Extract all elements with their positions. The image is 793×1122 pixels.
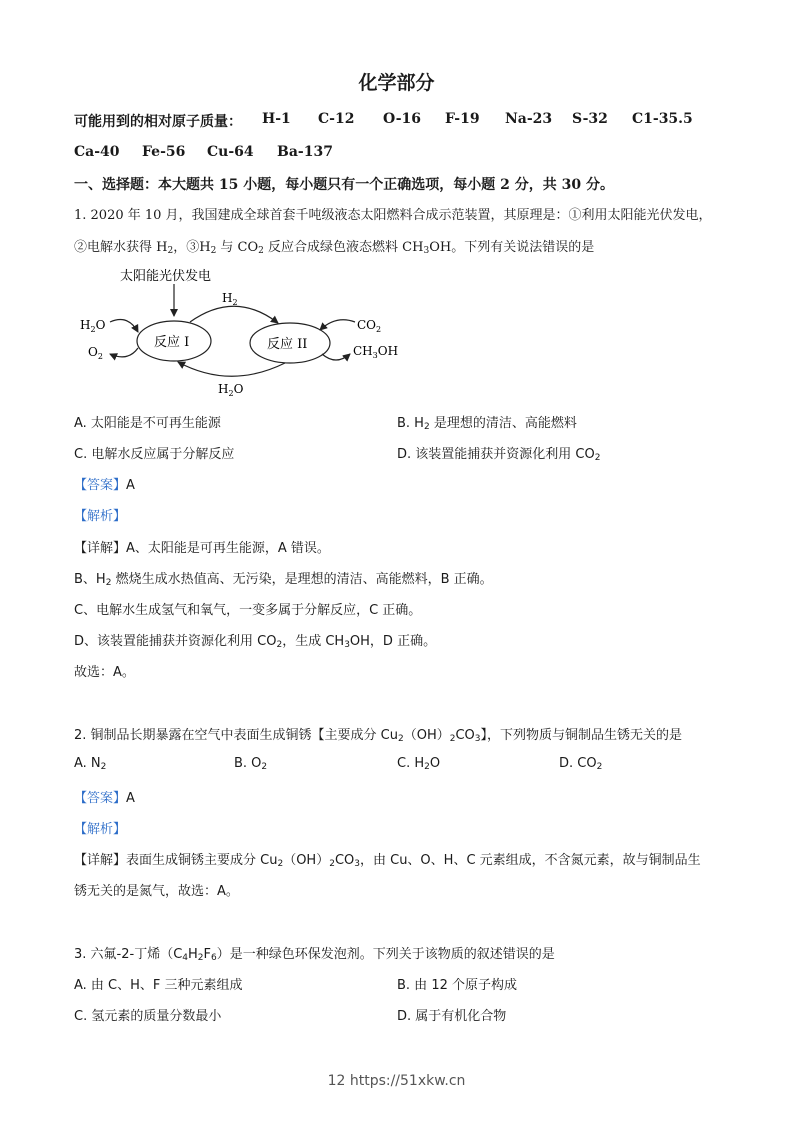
h2-label: $H_2$ [222, 291, 238, 307]
q2-detail-line2: 锈无关的是氮气，故选：A。 [74, 884, 239, 899]
q1-answer: 【答案】A [74, 478, 135, 493]
atomic-mass-o: O-16 [383, 111, 422, 127]
q3-option-c: C. 氢元素的质量分数最小 [74, 1009, 222, 1024]
h2o-in-arrow [110, 320, 138, 332]
q1-detail-line2: B、$H_2$ 燃烧生成水热值高、无污染，是理想的清洁、高能燃料，B 正确。 [74, 572, 493, 588]
q1-detail-line4: D、该装置能捕获并资源化利用 $CO_2$，生成 $CH_3OH$，D 正确。 [74, 634, 437, 650]
reaction-diagram [70, 262, 430, 402]
atomic-mass-c: C-12 [318, 111, 355, 127]
q2-option-d: D. $CO_2$ [559, 756, 603, 772]
reaction-2-label: 反应 II [267, 337, 308, 352]
o2-out-arrow [110, 348, 138, 357]
q1-option-b: B. $H_2$ 是理想的清洁、高能燃料 [397, 416, 577, 432]
q2-option-c: C. $H_2O$ [397, 756, 441, 772]
section-heading: 一、选择题：本大题共 15 小题，每小题只有一个正确选项，每小题 2 分，共 30 分。 [74, 177, 614, 193]
atomic-mass-h: H-1 [262, 111, 291, 127]
q1-detail-line1: 【详解】A、太阳能是可再生能源，A 错误。 [74, 541, 330, 556]
atomic-mass-ca: Ca-40 [74, 144, 120, 160]
h2-arrow [190, 306, 278, 323]
q3-option-b: B. 由 12 个原子构成 [397, 978, 517, 993]
atomic-mass-f: F-19 [445, 111, 480, 127]
q2-detail-line1: 【详解】表面生成铜锈主要成分 $Cu_2(OH)_2CO_3$，由 Cu、O、H、C 元素组成，不含氮元素，故与铜制品生 [74, 853, 701, 869]
q3-stem: 3. 六氟-2-丁烯$(C_4H_2F_6)$是一种绿色环保发泡剂。下列关于该物质的叙述错误的是 [74, 947, 555, 963]
co2-in-arrow [320, 320, 355, 330]
page-footer: 12 https://51xkw.cn [327, 1073, 466, 1089]
co2-in-label: $CO_2$ [357, 318, 382, 334]
q1-conclusion: 故选：A。 [74, 665, 135, 680]
q1-analysis-tag: 【解析】 [74, 509, 127, 524]
ch3oh-out-arrow [322, 354, 350, 360]
atomic-mass-fe: Fe-56 [142, 144, 186, 160]
q2-stem: 2. 铜制品长期暴露在空气中表面生成铜锈【主要成分 $Cu_2(OH)_2CO_3$】，下列物质与铜制品生锈无关的是 [74, 728, 683, 744]
solar-label: 太阳能光伏发电 [120, 269, 212, 284]
h2o-in-label: $H_2O$ [80, 318, 106, 334]
q2-option-a: A. $N_2$ [74, 756, 107, 772]
atomic-mass-na: Na-23 [505, 111, 553, 127]
q2-option-b: B. $O_2$ [234, 756, 268, 772]
atomic-mass-cu: Cu-64 [207, 144, 254, 160]
ch3oh-out-label: $CH_3OH$ [353, 344, 399, 360]
q2-analysis-tag: 【解析】 [74, 822, 127, 837]
q3-option-d: D. 属于有机化合物 [397, 1009, 507, 1024]
o2-out-label: $O_2$ [88, 345, 103, 361]
q1-stem-line2: ②电解水获得 $H_2$，$③H_2$ 与 $CO_2$ 反应合成绿色液态燃料 $CH_3OH$。下列有关说法错误的是 [74, 240, 595, 256]
q1-option-c: C. 电解水反应属于分解反应 [74, 447, 235, 462]
page-title: 化学部分 [358, 72, 435, 94]
h2o-back-arrow [178, 362, 285, 376]
atomic-mass-s: S-32 [572, 111, 608, 127]
q2-answer: 【答案】A [74, 791, 135, 806]
reaction-1-label: 反应 I [154, 335, 190, 350]
h2o-back-label: $H_2O$ [218, 382, 244, 398]
q1-detail-line3: C、电解水生成氢气和氧气，一变多属于分解反应，C 正确。 [74, 603, 422, 618]
q3-option-a: A. 由 C、H、F 三种元素组成 [74, 978, 243, 993]
atomic-mass-cl: C1-35.5 [632, 111, 693, 127]
atomic-masses-label: 可能用到的相对原子质量： [74, 114, 242, 130]
q1-option-a: A. 太阳能是不可再生能源 [74, 416, 221, 431]
atomic-mass-ba: Ba-137 [277, 144, 333, 160]
q1-stem-line1: 1. 2020 年 10 月，我国建成全球首套千吨级液态太阳燃料合成示范装置，其原理是：①利用太阳能光伏发电， [74, 208, 712, 223]
q1-option-d: D. 该装置能捕获并资源化利用 $CO_2$ [397, 447, 601, 463]
